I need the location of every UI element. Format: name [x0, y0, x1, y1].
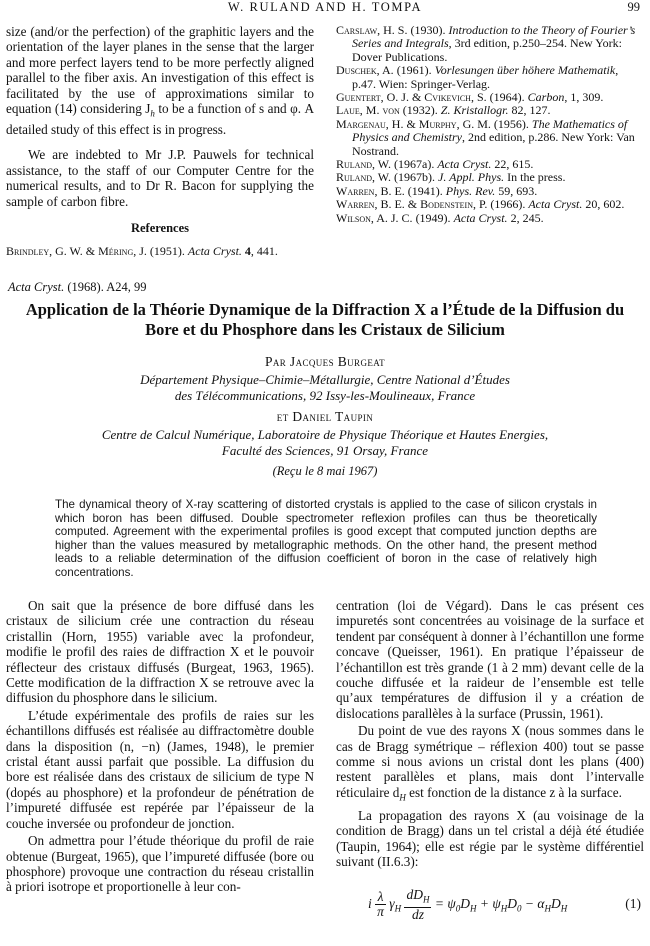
reference-entry: Duschek, A. (1961). Vorlesungen über höhere Mathematik, p.47. Wien: Springer-Verlag.: [336, 63, 619, 91]
reference-entry: Guentert, O. J. & Cvikevich, S. (1964). Carbon, 1, 309.: [336, 90, 604, 105]
received-date: (Reçu le 8 mai 1967): [272, 464, 378, 478]
page-number: 99: [627, 0, 640, 14]
body-paragraph: Du point de vue des rayons X (nous sommes dans le cas de Bragg symétrique – réflexion 400) tout se passe comme si nous avions un cristal dont les plans (400) restent parallèles et plans, mais dont l’intervalle réticulaire $d_H$ est fonction de la distance z à la surface.: [336, 723, 644, 803]
affiliation-line: Faculté des Sciences, 91 Orsay, France: [221, 443, 429, 458]
author-taupin: et Daniel Taupin: [276, 409, 374, 424]
affiliation-line: Centre de Calcul Numérique, Laboratoire de Physique Théorique et Hautes Energies,: [101, 427, 549, 442]
affiliation-line: des Télécommunications, 92 Issy-les-Moulineaux, France: [174, 388, 476, 403]
reference-entry: Brindley, G. W. & Méring, J. (1951). Acta Cryst. 4, 441.: [6, 243, 278, 258]
body-paragraph: On admettra pour l’étude théorique du profil de raie obtenue (Burgeat, 1965), que l’impureté diffusée (bore ou phosphore) provoque une contraction du réseau cristallin à priori isotrope et proportionelle à leur con-: [6, 833, 314, 895]
references-heading: References: [130, 221, 190, 236]
prev-article-paragraph: size (and/or the perfection) of the graphitic layers and the orientation of the layer planes in the sense that the larger and more perfect layers tend to be more perfectly aligned parallel to the fiber axis. An investigation of this effect is facilitated by the use of approximations similar to equation (14) considering $J_h$ to be a function of s and φ. A detailed study of this effect is in progress.: [6, 24, 314, 138]
body-paragraph: L’étude expérimentale des profils de raies sur les échantillons diffusés est réalisée au diffractomètre double dans la disposition (n, −n) (James, 1948), le premier cristal étant aussi parfait que possible. La diffusion du bore est réalisée dans des cristaux de silicium de type N (dopés au phosphore) et la profondeur de pénétration de l’impureté diffusée est repérée par l’épaisseur de la couche inversée ou profondeur de jonction.: [6, 707, 314, 831]
body-paragraph: La propagation des rayons X (au voisinage de la condition de Bragg) dans un tel cristal a déjà été étudiée (Taupin, 1964); elle est régie par le système différentiel suivant (II.6.3):: [336, 807, 644, 870]
reference-entry: Ruland, W. (1967a). Acta Cryst. 22, 615.: [336, 157, 534, 172]
article-title: Application de la Théorie Dynamique de la Diffraction X a l’Étude de la Diffusion du Bore et du Phosphore dans les Cristaux de Silicium: [25, 300, 625, 339]
reference-entry: Laue, M. von (1932). Z. Kristallogr. 82, 127.: [336, 103, 551, 118]
running-header: [0, 0, 650, 20]
body-left-column: [6, 598, 314, 895]
reference-entry: Wilson, A. J. C. (1949). Acta Cryst. 2, 245.: [336, 210, 544, 225]
acknowledgements: We are indebted to Mr J.P. Pauwels for technical assistance, to the staff of our Computer Centre for the numerical results, and to Dr R. Bacon for supplying the sample of carbon fibre.: [6, 147, 314, 209]
reference-entry: Warren, B. E. & Bodenstein, P. (1966). Acta Cryst. 20, 602.: [336, 197, 625, 212]
affiliation-line: Département Physique–Chimie–Métallurgie, Centre National d’Études: [140, 372, 510, 387]
article-citation: Acta Cryst. (1968). A24, 99: [8, 280, 147, 294]
author-burgeat: Par Jacques Burgeat: [264, 354, 386, 369]
body-right-column: [336, 598, 644, 870]
abstract: The dynamical theory of X-ray scattering of distorted crystals is applied to the case of silicon crystals in which boron has been diffused. Double spectrometer reflexion profiles can thus be theoretically computed. Agreement with the experimental profiles is good except that computed junction depths are higher than the values measured by metallographic methods. On the other hand, the present method leads to a reliable determination of the diffusion coefficient of boron in the case of relatively high concentrations.: [55, 498, 597, 579]
reference-entry: Carslaw, H. S. (1930). Introduction to the Theory of Fourier’s Series and Integrals, 3rd edition, p.250–254. New York: Dover Publications.: [336, 23, 636, 64]
body-paragraph: centration (loi de Végard). Dans le cas présent ces impuretés sont concentrées au voisinage de la surface et tendent par conséquent à donner à l’échantillon une forme concave (Queisser, 1961). En pratique l’épaisseur de l’échantillon est très grande (1 à 2 mm) devant celle de la couche diffusée et la raideur de l’ensemble est telle qu’aux températures de diffusion il y a création de dislocations parallèles à la surface (Prussin, 1961).: [336, 598, 644, 721]
references-list: [336, 24, 644, 225]
equation-1: i $\frac{\lambda}{\pi}$ $\gamma_H$ $\frac{dD_H}{dz}$ = $\psi_0D_H + \psi_HD_0 - \alpha_HD_H$ (1): [368, 887, 641, 922]
reference-entry: Margenau, H. & Murphy, G. M. (1956). The Mathematics of Physics and Chemistry, 2nd edition, p.286. New York: Van Nostrand.: [336, 116, 635, 158]
reference-entry: Warren, B. E. (1941). Phys. Rev. 59, 693.: [336, 183, 538, 198]
prev-article-left-column: [6, 24, 314, 258]
running-title: W. RULAND AND H. TOMPA: [227, 0, 423, 14]
body-paragraph: On sait que la présence de bore diffusé dans les cristaux de silicium crée une contraction du réseau cristallin (Horn, 1955) variable avec la profondeur, modifie le profil des raies de diffraction X et le pouvoir réflecteur des cristaux diffusés (Burgeat, 1963, 1965). Cette modification de la diffraction X se retrouve avec la diffusion du phosphore dans le silicium.: [6, 598, 314, 706]
reference-entry: Ruland, W. (1967b). J. Appl. Phys. In the press.: [336, 170, 566, 185]
equation-number: (1): [625, 896, 641, 911]
